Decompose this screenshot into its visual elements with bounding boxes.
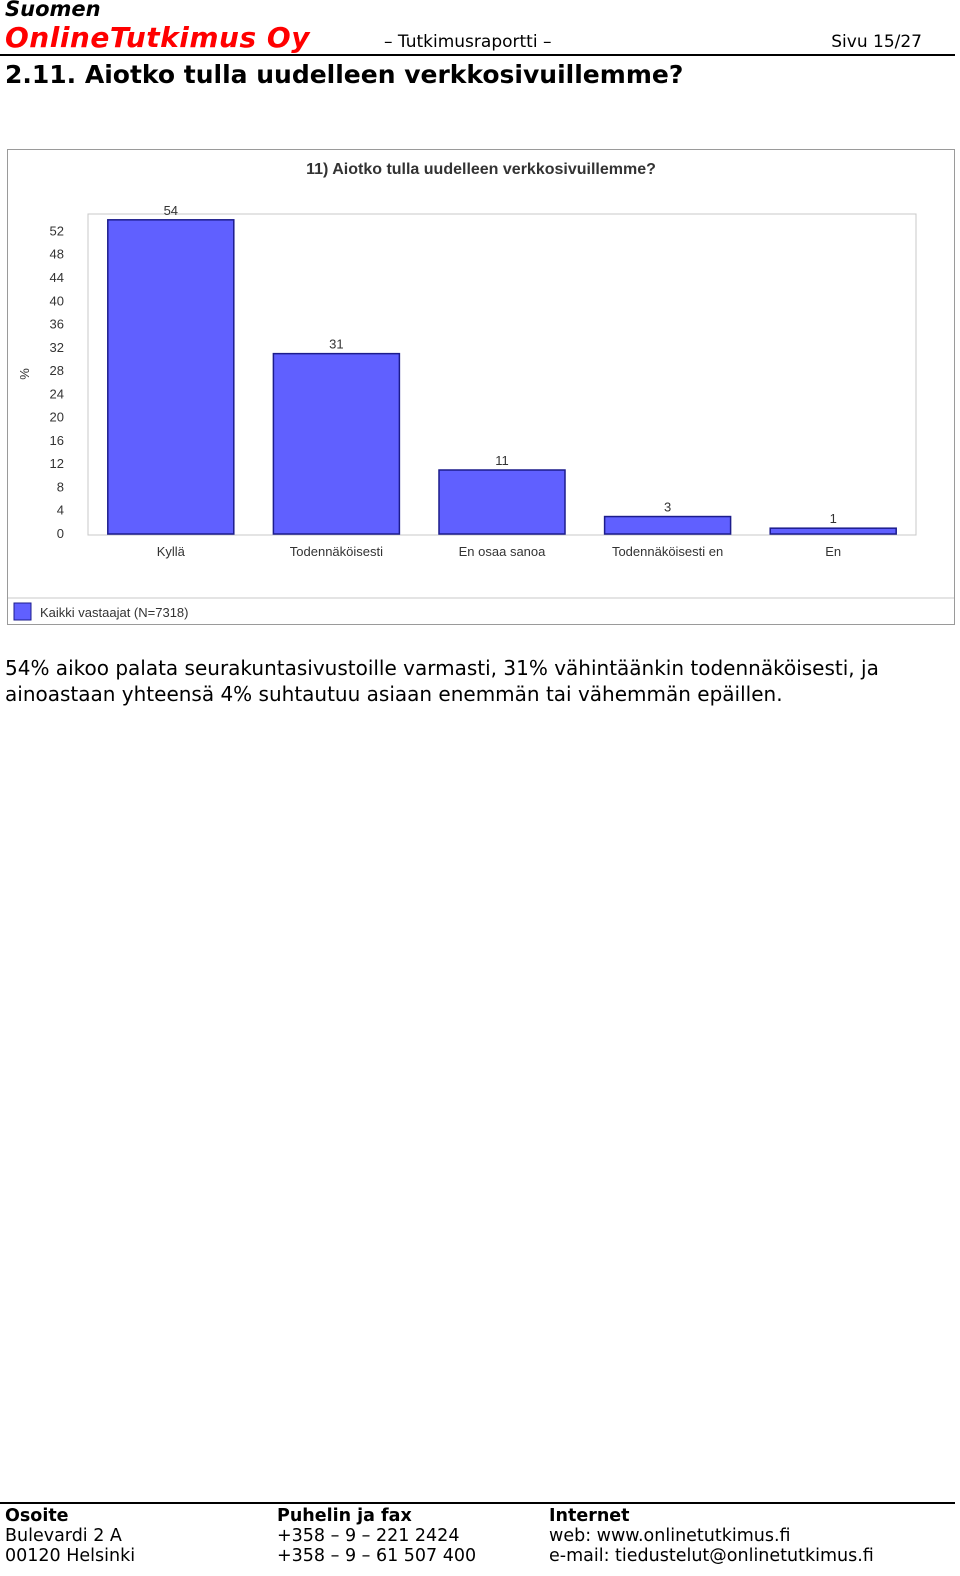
y-tick-label: 52 — [49, 223, 64, 239]
chart-container — [7, 149, 955, 625]
y-tick-label: 20 — [49, 409, 64, 425]
y-tick-label: 8 — [56, 479, 64, 495]
bar-5 — [770, 528, 896, 534]
y-tick-label: 36 — [49, 316, 64, 332]
bar-value-label: 54 — [163, 202, 179, 218]
header-divider — [0, 54, 955, 56]
footer-address-heading: Osoite — [5, 1506, 69, 1526]
chart-title: 11) Aiotko tulla uudelleen verkkosivuillemme? — [306, 161, 656, 178]
footer-fax-number: +358 – 9 – 61 507 400 — [277, 1546, 477, 1566]
y-tick-label: 24 — [49, 386, 64, 402]
company-name-line1: Suomen — [5, 0, 101, 21]
footer-phone-heading: Puhelin ja fax — [277, 1506, 412, 1526]
footer-phone-number: +358 – 9 – 221 2424 — [277, 1526, 460, 1546]
x-category-label: Todennäköisesti — [289, 544, 384, 559]
footer-internet — [549, 1506, 874, 1566]
footer-internet-heading: Internet — [549, 1506, 630, 1526]
bar-value-label: 3 — [663, 499, 672, 515]
bar-3 — [439, 470, 565, 534]
bar-4 — [605, 517, 731, 534]
y-tick-label: 32 — [49, 339, 64, 355]
y-tick-label: 12 — [49, 456, 64, 472]
x-category-label: En — [825, 544, 842, 559]
y-axis-label: % — [17, 368, 32, 380]
legend-swatch — [14, 603, 31, 620]
footer-email-link[interactable]: e-mail: tiedustelut@onlinetutkimus.fi — [549, 1546, 874, 1566]
footer-website-link[interactable]: web: www.onlinetutkimus.fi — [549, 1526, 791, 1546]
bar-1 — [108, 220, 234, 534]
footer-divider — [0, 1502, 955, 1504]
y-tick-label: 4 — [56, 502, 64, 518]
section-title: 2.11. Aiotko tulla uudelleen verkkosivuillemme? — [5, 60, 684, 89]
footer-address-city: 00120 Helsinki — [5, 1546, 136, 1566]
bar-chart — [8, 150, 954, 624]
company-brand-name: OnlineTutkimus Oy — [5, 21, 310, 54]
bar-value-label: 11 — [495, 453, 509, 468]
y-tick-label: 44 — [49, 270, 64, 285]
x-category-label: Kyllä — [156, 544, 185, 559]
page-number: Sivu 15/27 — [831, 32, 922, 52]
y-tick-label: 28 — [49, 363, 64, 379]
summary-paragraph: 54% aikoo palata seurakuntasivustoille varmasti, 31% vähintäänkin todennäköisesti, ja ainoastaan yhteensä 4% suhtautuu asiaan enemmän tai vähemmän epäillen. — [5, 656, 879, 706]
y-tick-label: 48 — [49, 246, 64, 262]
x-category-label: En osaa sanoa — [458, 544, 546, 559]
x-category-label: Todennäköisesti en — [611, 544, 724, 559]
legend-label: Kaikki vastaajat (N=7318) — [40, 605, 189, 620]
footer-phone — [277, 1506, 476, 1566]
y-tick-label: 16 — [49, 432, 64, 448]
report-label: – Tutkimusraportti – — [384, 32, 552, 52]
y-tick-label: 40 — [49, 293, 64, 309]
footer-address-street: Bulevardi 2 A — [5, 1526, 122, 1546]
x-axis-labels — [157, 544, 841, 559]
bar-value-label: 31 — [329, 336, 344, 352]
bar-value-label: 1 — [829, 511, 837, 527]
footer-address — [5, 1506, 135, 1566]
y-tick-label: 0 — [56, 526, 64, 541]
y-axis-ticks — [50, 223, 64, 541]
bar-2 — [273, 354, 399, 534]
